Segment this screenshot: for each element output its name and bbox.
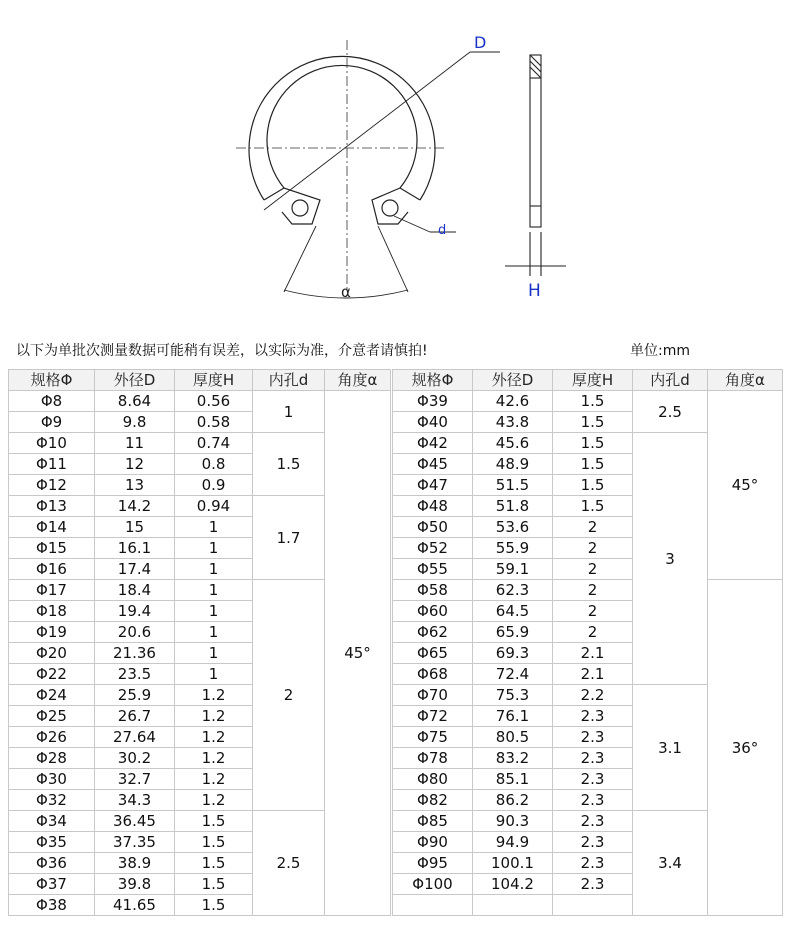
outer-diameter-cell: 32.7 [95, 769, 175, 790]
right-lug-hole [382, 200, 398, 216]
spec-cell: Φ26 [9, 727, 95, 748]
spec-cell: Φ9 [9, 412, 95, 433]
outer-diameter-cell: 104.2 [473, 874, 553, 895]
thickness-cell: 0.58 [175, 412, 253, 433]
outer-diameter-cell: 100.1 [473, 853, 553, 874]
thickness-cell: 1.5 [553, 433, 633, 454]
header-outer-diameter: 外径D [95, 370, 175, 391]
spec-cell: Φ58 [393, 580, 473, 601]
ring-inner-contour [267, 65, 417, 188]
thickness-cell [553, 895, 633, 916]
side-view-body [530, 55, 541, 227]
spec-cell: Φ30 [9, 769, 95, 790]
spec-cell: Φ82 [393, 790, 473, 811]
spec-cell: Φ38 [9, 895, 95, 916]
spec-cell: Φ8 [9, 391, 95, 412]
table-header-row [9, 370, 391, 391]
left-lug-hole [292, 200, 308, 216]
header-angle: 角度α [708, 370, 783, 391]
thickness-cell: 1.2 [175, 769, 253, 790]
spec-cell: Φ37 [9, 874, 95, 895]
outer-diameter-cell: 38.9 [95, 853, 175, 874]
table-header-row [393, 370, 783, 391]
right-lug [372, 188, 420, 224]
outer-diameter-cell: 90.3 [473, 811, 553, 832]
spec-cell: Φ75 [393, 727, 473, 748]
label-D: D [474, 33, 487, 52]
thickness-cell: 2.3 [553, 769, 633, 790]
spec-cell: Φ70 [393, 685, 473, 706]
spec-cell: Φ15 [9, 538, 95, 559]
outer-diameter-cell: 43.8 [473, 412, 553, 433]
outer-diameter-cell: 51.5 [473, 475, 553, 496]
thickness-cell: 2 [553, 559, 633, 580]
circlip-technical-drawing [0, 0, 790, 330]
outer-diameter-cell: 37.35 [95, 832, 175, 853]
measurement-notice: 以下为单批次测量数据可能稍有误差，以实际为准，介意者请慎拍! [16, 343, 428, 359]
spec-cell: Φ22 [9, 664, 95, 685]
spec-cell: Φ52 [393, 538, 473, 559]
spec-cell: Φ85 [393, 811, 473, 832]
header-spec: 规格Φ [393, 370, 473, 391]
outer-diameter-cell: 62.3 [473, 580, 553, 601]
outer-diameter-cell: 23.5 [95, 664, 175, 685]
outer-diameter-cell: 85.1 [473, 769, 553, 790]
spec-cell: Φ14 [9, 517, 95, 538]
thickness-cell: 0.74 [175, 433, 253, 454]
outer-diameter-cell: 45.6 [473, 433, 553, 454]
outer-diameter-cell: 20.6 [95, 622, 175, 643]
header-hole: 内孔d [253, 370, 325, 391]
spec-cell: Φ32 [9, 790, 95, 811]
spec-cell: Φ20 [9, 643, 95, 664]
spec-cell: Φ18 [9, 601, 95, 622]
spec-cell: Φ95 [393, 853, 473, 874]
thickness-cell: 0.8 [175, 454, 253, 475]
table-row [393, 391, 783, 412]
thickness-cell: 2 [553, 622, 633, 643]
spec-cell: Φ47 [393, 475, 473, 496]
outer-diameter-cell: 9.8 [95, 412, 175, 433]
spec-cell: Φ62 [393, 622, 473, 643]
thickness-cell: 0.9 [175, 475, 253, 496]
unit-label: 单位:mm [630, 343, 690, 359]
outer-diameter-cell: 21.36 [95, 643, 175, 664]
outer-diameter-cell: 51.8 [473, 496, 553, 517]
hole-cell: 2.5 [253, 811, 325, 916]
outer-diameter-cell: 27.64 [95, 727, 175, 748]
thickness-cell: 1 [175, 601, 253, 622]
header-angle: 角度α [325, 370, 391, 391]
label-d: d [438, 223, 447, 238]
outer-diameter-cell: 59.1 [473, 559, 553, 580]
spec-cell: Φ50 [393, 517, 473, 538]
thickness-cell: 2 [553, 538, 633, 559]
spec-cell: Φ45 [393, 454, 473, 475]
thickness-cell: 2.3 [553, 706, 633, 727]
thickness-cell: 0.56 [175, 391, 253, 412]
header-spec: 规格Φ [9, 370, 95, 391]
outer-diameter-cell: 72.4 [473, 664, 553, 685]
hole-cell: 3 [633, 433, 708, 685]
angle-line-right [378, 226, 408, 292]
thickness-cell: 1 [175, 580, 253, 601]
spec-cell: Φ60 [393, 601, 473, 622]
spec-cell: Φ78 [393, 748, 473, 769]
header-outer-diameter: 外径D [473, 370, 553, 391]
thickness-cell: 2.3 [553, 853, 633, 874]
thickness-cell: 2.3 [553, 832, 633, 853]
outer-diameter-cell: 19.4 [95, 601, 175, 622]
thickness-cell: 1.5 [175, 874, 253, 895]
spec-cell: Φ42 [393, 433, 473, 454]
thickness-cell: 0.94 [175, 496, 253, 517]
spec-cell: Φ90 [393, 832, 473, 853]
outer-diameter-cell: 34.3 [95, 790, 175, 811]
header-hole: 内孔d [633, 370, 708, 391]
thickness-cell: 1.2 [175, 748, 253, 769]
spec-cell: Φ16 [9, 559, 95, 580]
outer-diameter-cell: 13 [95, 475, 175, 496]
outer-diameter-cell: 14.2 [95, 496, 175, 517]
spec-cell: Φ100 [393, 874, 473, 895]
spec-cell: Φ35 [9, 832, 95, 853]
outer-diameter-cell: 16.1 [95, 538, 175, 559]
outer-diameter-cell: 75.3 [473, 685, 553, 706]
spec-cell: Φ40 [393, 412, 473, 433]
thickness-cell: 1.5 [175, 895, 253, 916]
spec-cell: Φ12 [9, 475, 95, 496]
hole-cell: 3.1 [633, 685, 708, 811]
outer-diameter-cell: 76.1 [473, 706, 553, 727]
angle-cell: 36° [708, 580, 783, 916]
spec-cell: Φ10 [9, 433, 95, 454]
thickness-cell: 1.2 [175, 685, 253, 706]
thickness-cell: 1.5 [553, 475, 633, 496]
spec-cell: Φ11 [9, 454, 95, 475]
header-thickness: 厚度H [553, 370, 633, 391]
spec-cell: Φ34 [9, 811, 95, 832]
outer-diameter-cell: 80.5 [473, 727, 553, 748]
thickness-cell: 1.5 [553, 412, 633, 433]
thickness-cell: 2.3 [553, 748, 633, 769]
thickness-cell: 1.2 [175, 790, 253, 811]
hole-cell: 3.4 [633, 811, 708, 916]
angle-cell: 45° [708, 391, 783, 580]
outer-diameter-cell: 42.6 [473, 391, 553, 412]
thickness-cell: 2 [553, 580, 633, 601]
outer-diameter-cell: 65.9 [473, 622, 553, 643]
outer-diameter-cell: 86.2 [473, 790, 553, 811]
outer-diameter-cell: 8.64 [95, 391, 175, 412]
header-thickness: 厚度H [175, 370, 253, 391]
spec-cell: Φ48 [393, 496, 473, 517]
outer-diameter-cell: 18.4 [95, 580, 175, 601]
thickness-cell: 2 [553, 601, 633, 622]
thickness-cell: 1.5 [553, 391, 633, 412]
thickness-cell: 2.1 [553, 664, 633, 685]
spec-cell: Φ19 [9, 622, 95, 643]
hole-cell: 1.7 [253, 496, 325, 580]
thickness-cell: 2.3 [553, 727, 633, 748]
spec-cell: Φ36 [9, 853, 95, 874]
spec-table-right [392, 369, 783, 916]
spec-cell: Φ65 [393, 643, 473, 664]
spec-cell: Φ72 [393, 706, 473, 727]
spec-cell: Φ28 [9, 748, 95, 769]
label-H: H [528, 281, 541, 301]
label-alpha: α [341, 283, 351, 301]
hole-cell: 1 [253, 391, 325, 433]
spec-cell: Φ80 [393, 769, 473, 790]
angle-line-left [284, 226, 316, 292]
spec-cell: Φ24 [9, 685, 95, 706]
hole-cell: 2.5 [633, 391, 708, 433]
thickness-cell: 1 [175, 664, 253, 685]
thickness-cell: 1.5 [553, 496, 633, 517]
spec-cell: Φ17 [9, 580, 95, 601]
thickness-cell: 1.5 [553, 454, 633, 475]
outer-diameter-cell: 30.2 [95, 748, 175, 769]
thickness-cell: 1 [175, 622, 253, 643]
thickness-cell: 1.5 [175, 811, 253, 832]
outer-diameter-cell: 64.5 [473, 601, 553, 622]
thickness-cell: 1.5 [175, 832, 253, 853]
thickness-cell: 1.5 [175, 853, 253, 874]
thickness-cell: 1 [175, 559, 253, 580]
outer-diameter-cell: 48.9 [473, 454, 553, 475]
spec-cell: Φ39 [393, 391, 473, 412]
spec-cell: Φ68 [393, 664, 473, 685]
thickness-cell: 2.3 [553, 790, 633, 811]
thickness-cell: 1 [175, 538, 253, 559]
outer-diameter-cell: 55.9 [473, 538, 553, 559]
outer-diameter-cell: 25.9 [95, 685, 175, 706]
outer-diameter-cell: 83.2 [473, 748, 553, 769]
thickness-cell: 2.3 [553, 811, 633, 832]
spec-cell: Φ25 [9, 706, 95, 727]
hole-cell: 1.5 [253, 433, 325, 496]
outer-diameter-cell: 41.65 [95, 895, 175, 916]
hole-leader [394, 216, 430, 232]
outer-diameter-cell: 69.3 [473, 643, 553, 664]
outer-diameter-cell: 94.9 [473, 832, 553, 853]
thickness-cell: 2 [553, 517, 633, 538]
outer-diameter-cell: 15 [95, 517, 175, 538]
thickness-cell: 2.3 [553, 874, 633, 895]
outer-diameter-cell: 26.7 [95, 706, 175, 727]
thickness-cell: 1.2 [175, 727, 253, 748]
thickness-cell: 2.2 [553, 685, 633, 706]
table-row [9, 391, 391, 412]
diameter-leader [264, 52, 470, 210]
outer-diameter-cell: 39.8 [95, 874, 175, 895]
outer-diameter-cell: 53.6 [473, 517, 553, 538]
spec-cell: Φ55 [393, 559, 473, 580]
spec-table-left [8, 369, 391, 916]
outer-diameter-cell [473, 895, 553, 916]
thickness-cell: 2.1 [553, 643, 633, 664]
table-row [393, 580, 783, 601]
thickness-cell: 1 [175, 643, 253, 664]
spec-cell [393, 895, 473, 916]
outer-diameter-cell: 17.4 [95, 559, 175, 580]
outer-diameter-cell: 12 [95, 454, 175, 475]
outer-diameter-cell: 11 [95, 433, 175, 454]
thickness-cell: 1 [175, 517, 253, 538]
thickness-cell: 1.2 [175, 706, 253, 727]
angle-cell: 45° [325, 391, 391, 916]
spec-cell: Φ13 [9, 496, 95, 517]
outer-diameter-cell: 36.45 [95, 811, 175, 832]
hole-cell: 2 [253, 580, 325, 811]
